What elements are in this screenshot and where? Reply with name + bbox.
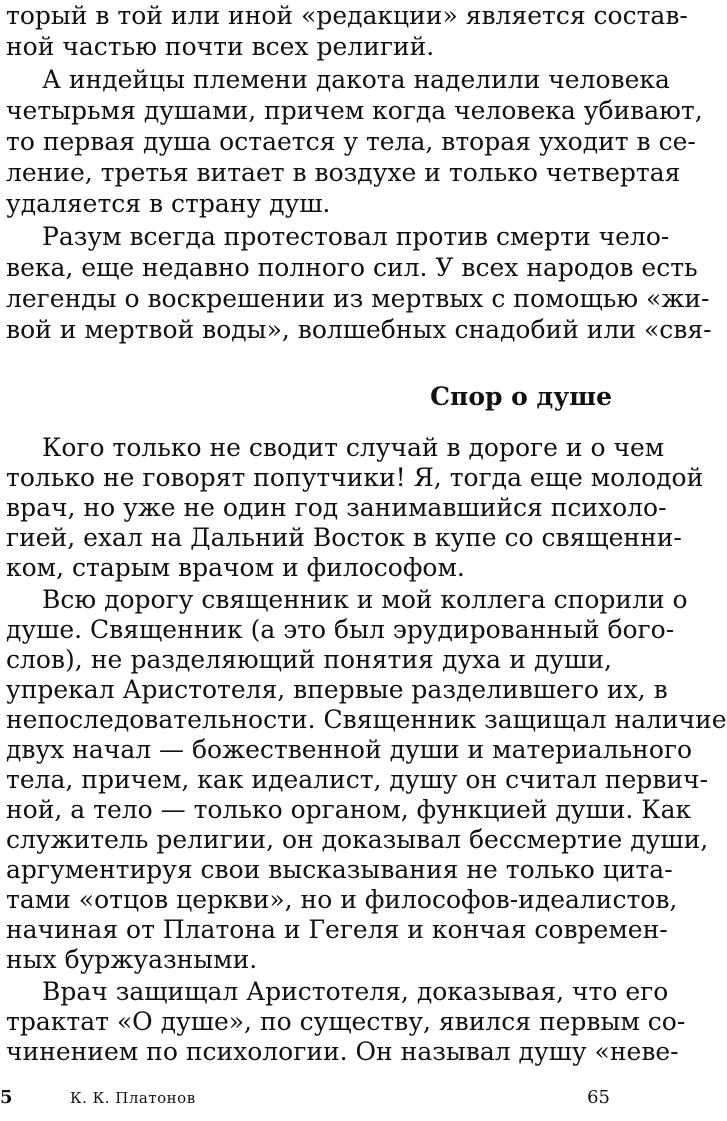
signature-mark: 5: [0, 1087, 13, 1108]
text-line: врач, но уже не один год занимавшийся психоло-: [6, 493, 667, 522]
text-line: ной, а тело — только органом, функцией души. Как: [6, 795, 692, 824]
text-line: тами «отцов церкви», но и философов-идеалистов,: [6, 885, 678, 914]
footer-author: К. К. Платонов: [70, 1089, 196, 1107]
page-number: 65: [587, 1087, 610, 1108]
text-line: слов), не разделяющий понятия духа и души,: [6, 645, 612, 674]
text-line: служитель религии, он доказывал бессмертие души,: [6, 825, 709, 854]
text-line: вой и мертвой воды», волшебных снадобий или «свя-: [6, 315, 712, 344]
text-line: Врач защищал Аристотеля, доказывая, что его: [42, 977, 669, 1006]
text-line: торый в той или иной «редакции» является состав-: [6, 1, 688, 30]
text-line: непоследовательности. Священник защищал наличие: [6, 705, 727, 734]
text-line: века, еще недавно полного сил. У всех народов есть: [6, 253, 698, 282]
text-line: легенды о воскрешении из мертвых с помощью «жи-: [6, 284, 710, 313]
text-line: чинением по психологии. Он называл душу «неве-: [6, 1037, 679, 1066]
text-line: ление, третья витает в воздухе и только четвертая: [6, 158, 681, 187]
text-line: упрекал Аристотеля, впервые разделившего их, в: [6, 675, 668, 704]
text-line: начиная от Платона и Гегеля и кончая современ-: [6, 915, 668, 944]
text-line: трактат «О душе», по существу, явился первым со-: [6, 1007, 686, 1036]
text-line: тела, причем, как идеалист, душу он считал первич-: [6, 765, 709, 794]
text-line: ком, старым врачом и философом.: [6, 553, 465, 582]
text-line: то первая душа остается у тела, вторая уходит в се-: [6, 127, 696, 156]
text-line: только не говорят попутчики! Я, тогда еще молодой: [6, 463, 704, 492]
text-line: Разум всегда протестовал против смерти чело-: [42, 222, 670, 251]
text-line: душе. Священник (а это был эрудированный бого-: [6, 615, 675, 644]
text-line: Всю дорогу священник и мой коллега спорили о: [42, 585, 688, 614]
text-line: А индейцы племени дакота наделили человека: [42, 65, 670, 94]
text-line: удаляется в страну душ.: [6, 189, 331, 218]
text-line: ных буржуазными.: [6, 945, 258, 974]
section-heading: Спор о душе: [430, 382, 612, 411]
text-line: четырьмя душами, причем когда человека убивают,: [6, 96, 703, 125]
text-line: гией, ехал на Дальний Восток в купе со священни-: [6, 523, 682, 552]
text-line: ной частью почти всех религий.: [6, 32, 435, 61]
text-line: аргументируя свои высказывания не только цита-: [6, 855, 673, 884]
text-line: Кого только не сводит случай в дороге и о чем: [42, 433, 665, 462]
text-line: двух начал — божественной души и материального: [6, 735, 693, 764]
